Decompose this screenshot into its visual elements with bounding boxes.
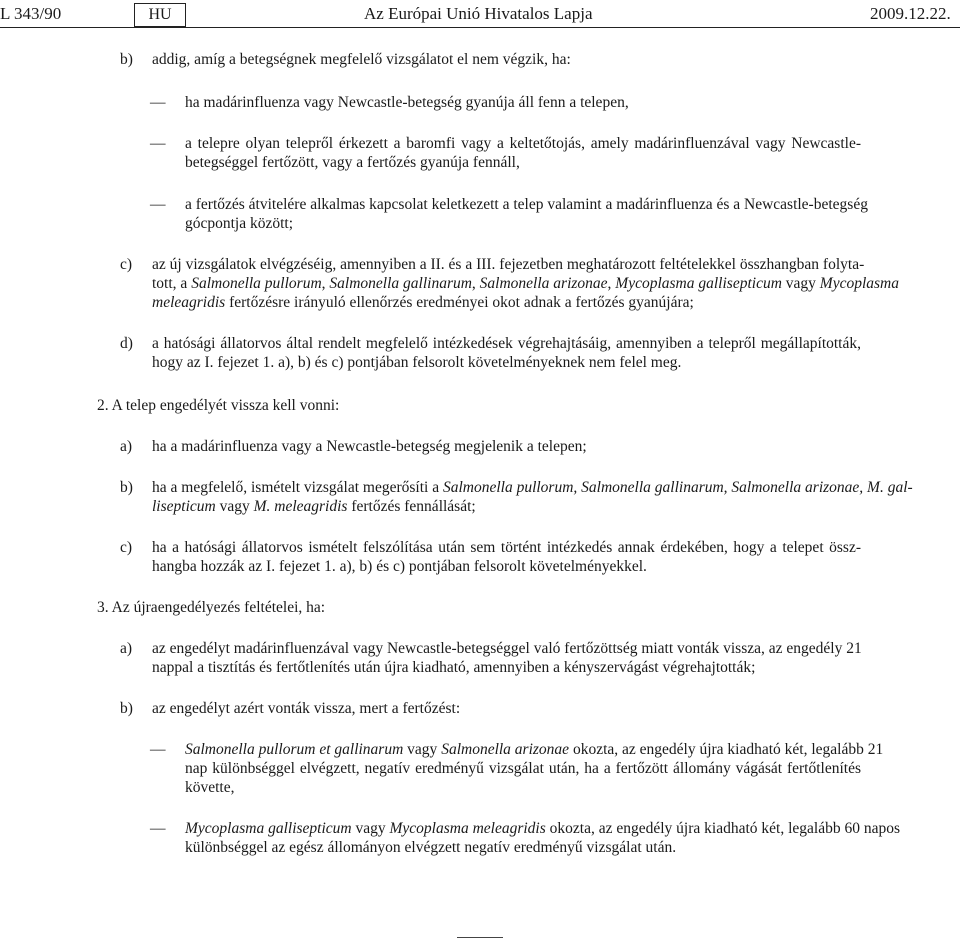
footnote-separator xyxy=(457,937,503,938)
item-3b-text: az engedélyt azért vonták vissza, mert a fertőzést: xyxy=(152,700,461,717)
b-dash-2-line-1: a telepre olyan telepről érkezett a baromfi vagy a keltetőtojás, amely madárinfluenzával vagy Newcastle- xyxy=(185,135,861,152)
item-3a-line-1: az engedélyt madárinfluenzával vagy Newcastle-betegséggel való fertőzöttség miatt vonták vissza, az engedély 21 xyxy=(152,640,862,657)
item-2a-text: ha a madárinfluenza vagy a Newcastle-betegség megjelenik a telepen; xyxy=(152,438,587,455)
item-2c-line-2: hangba hozzák az I. fejezet 1. a), b) és c) pontjában felsorolt követelményekkel. xyxy=(152,558,647,575)
item-3b-dash-1-line-2: nap különbséggel elvégzett, negatív eredményű vizsgálat után, ha a fertőzött állomány vágását fertőtlenítés xyxy=(185,760,861,777)
item-3b-dash-2-line-2: különbséggel az egész állományon elvégzett negatív eredményű vizsgálat után. xyxy=(185,839,677,856)
item-d-line-1: a hatósági állatorvos által rendelt megfelelő intézkedések végrehajtásáig, amennyiben a telepről megállapították, xyxy=(152,335,861,352)
item-label-3a: a) xyxy=(120,640,133,657)
item-d-line-2: hogy az I. fejezet 1. a), b) és c) pontjában felsorolt követelményeknek nem felel meg. xyxy=(152,354,682,371)
b-dash-3-line-2: gócpontja között; xyxy=(185,215,294,232)
item-label-b: b) xyxy=(120,51,133,68)
b-dash-2-line-2: betegséggel fertőzött, vagy a fertőzés gyanúja fennáll, xyxy=(185,154,520,171)
item-label-2a: a) xyxy=(120,438,133,455)
dash-marker: — xyxy=(150,94,166,111)
dash-marker: — xyxy=(150,135,166,152)
item-label-c: c) xyxy=(120,256,133,273)
header-rule xyxy=(0,27,960,28)
item-c-line-3: meleagridis fertőzésre irányuló ellenőrzés eredményei okot adnak a fertőzés gyanújára; xyxy=(152,294,694,311)
item-3b-dash-1-line-1: Salmonella pullorum et gallinarum vagy Salmonella arizonae okozta, az engedély újra kiadható két, legalább 21 xyxy=(185,741,884,758)
item-2b-line-2: lisepticum vagy M. meleagridis fertőzés fennállását; xyxy=(152,498,476,515)
item-c-line-2: tott, a Salmonella pullorum, Salmonella gallinarum, Salmonella arizonae, Mycoplasma gallisepticum vagy Mycoplasma xyxy=(152,275,899,292)
item-label-d: d) xyxy=(120,335,133,352)
b-dash-1: ha madárinfluenza vagy Newcastle-betegség gyanúja áll fenn a telepen, xyxy=(185,94,629,111)
item-label-2c: c) xyxy=(120,539,133,556)
dash-marker: — xyxy=(150,820,166,837)
item-c-line-1: az új vizsgálatok elvégzéséig, amennyiben a II. és a III. fejezetben meghatározott feltételekkel összhangban folyta- xyxy=(152,256,865,273)
page-header xyxy=(0,2,960,28)
section-2-heading: 2. A telep engedélyét vissza kell vonni: xyxy=(97,397,340,414)
item-3a-line-2: nappal a tisztítás és fertőtlenítés után újra kiadható, amennyiben a kényszervágást végrehajtották; xyxy=(152,659,756,676)
publication-date: 2009.12.22. xyxy=(870,4,951,23)
language-code-box: HU xyxy=(134,3,186,27)
item-2c-line-1: ha a hatósági állatorvos ismételt felszólítása után sem történt intézkedés annak érdekében, hogy a telepet össz- xyxy=(152,539,861,556)
dash-marker: — xyxy=(150,741,166,758)
journal-title: Az Európai Unió Hivatalos Lapja xyxy=(364,4,593,23)
section-3-heading: 3. Az újraengedélyezés feltételei, ha: xyxy=(97,599,326,616)
item-label-2b: b) xyxy=(120,479,133,496)
page-reference: L 343/90 xyxy=(0,4,62,23)
item-b-text: addig, amíg a betegségnek megfelelő vizsgálatot el nem végzik, ha: xyxy=(152,51,571,68)
item-3b-dash-2-line-1: Mycoplasma gallisepticum vagy Mycoplasma meleagridis okozta, az engedély újra kiadható két, legalább 60 napos xyxy=(185,820,900,837)
b-dash-3-line-1: a fertőzés átvitelére alkalmas kapcsolat keletkezett a telep valamint a madárinfluenza és a Newcastle-betegség xyxy=(185,196,868,213)
item-label-3b: b) xyxy=(120,700,133,717)
item-2b-line-1: ha a megfelelő, ismételt vizsgálat megerősíti a Salmonella pullorum, Salmonella gallinarum, Salmonella arizonae, M. gal- xyxy=(152,479,913,496)
dash-marker: — xyxy=(150,196,166,213)
item-3b-dash-1-line-3: követte, xyxy=(185,779,235,796)
